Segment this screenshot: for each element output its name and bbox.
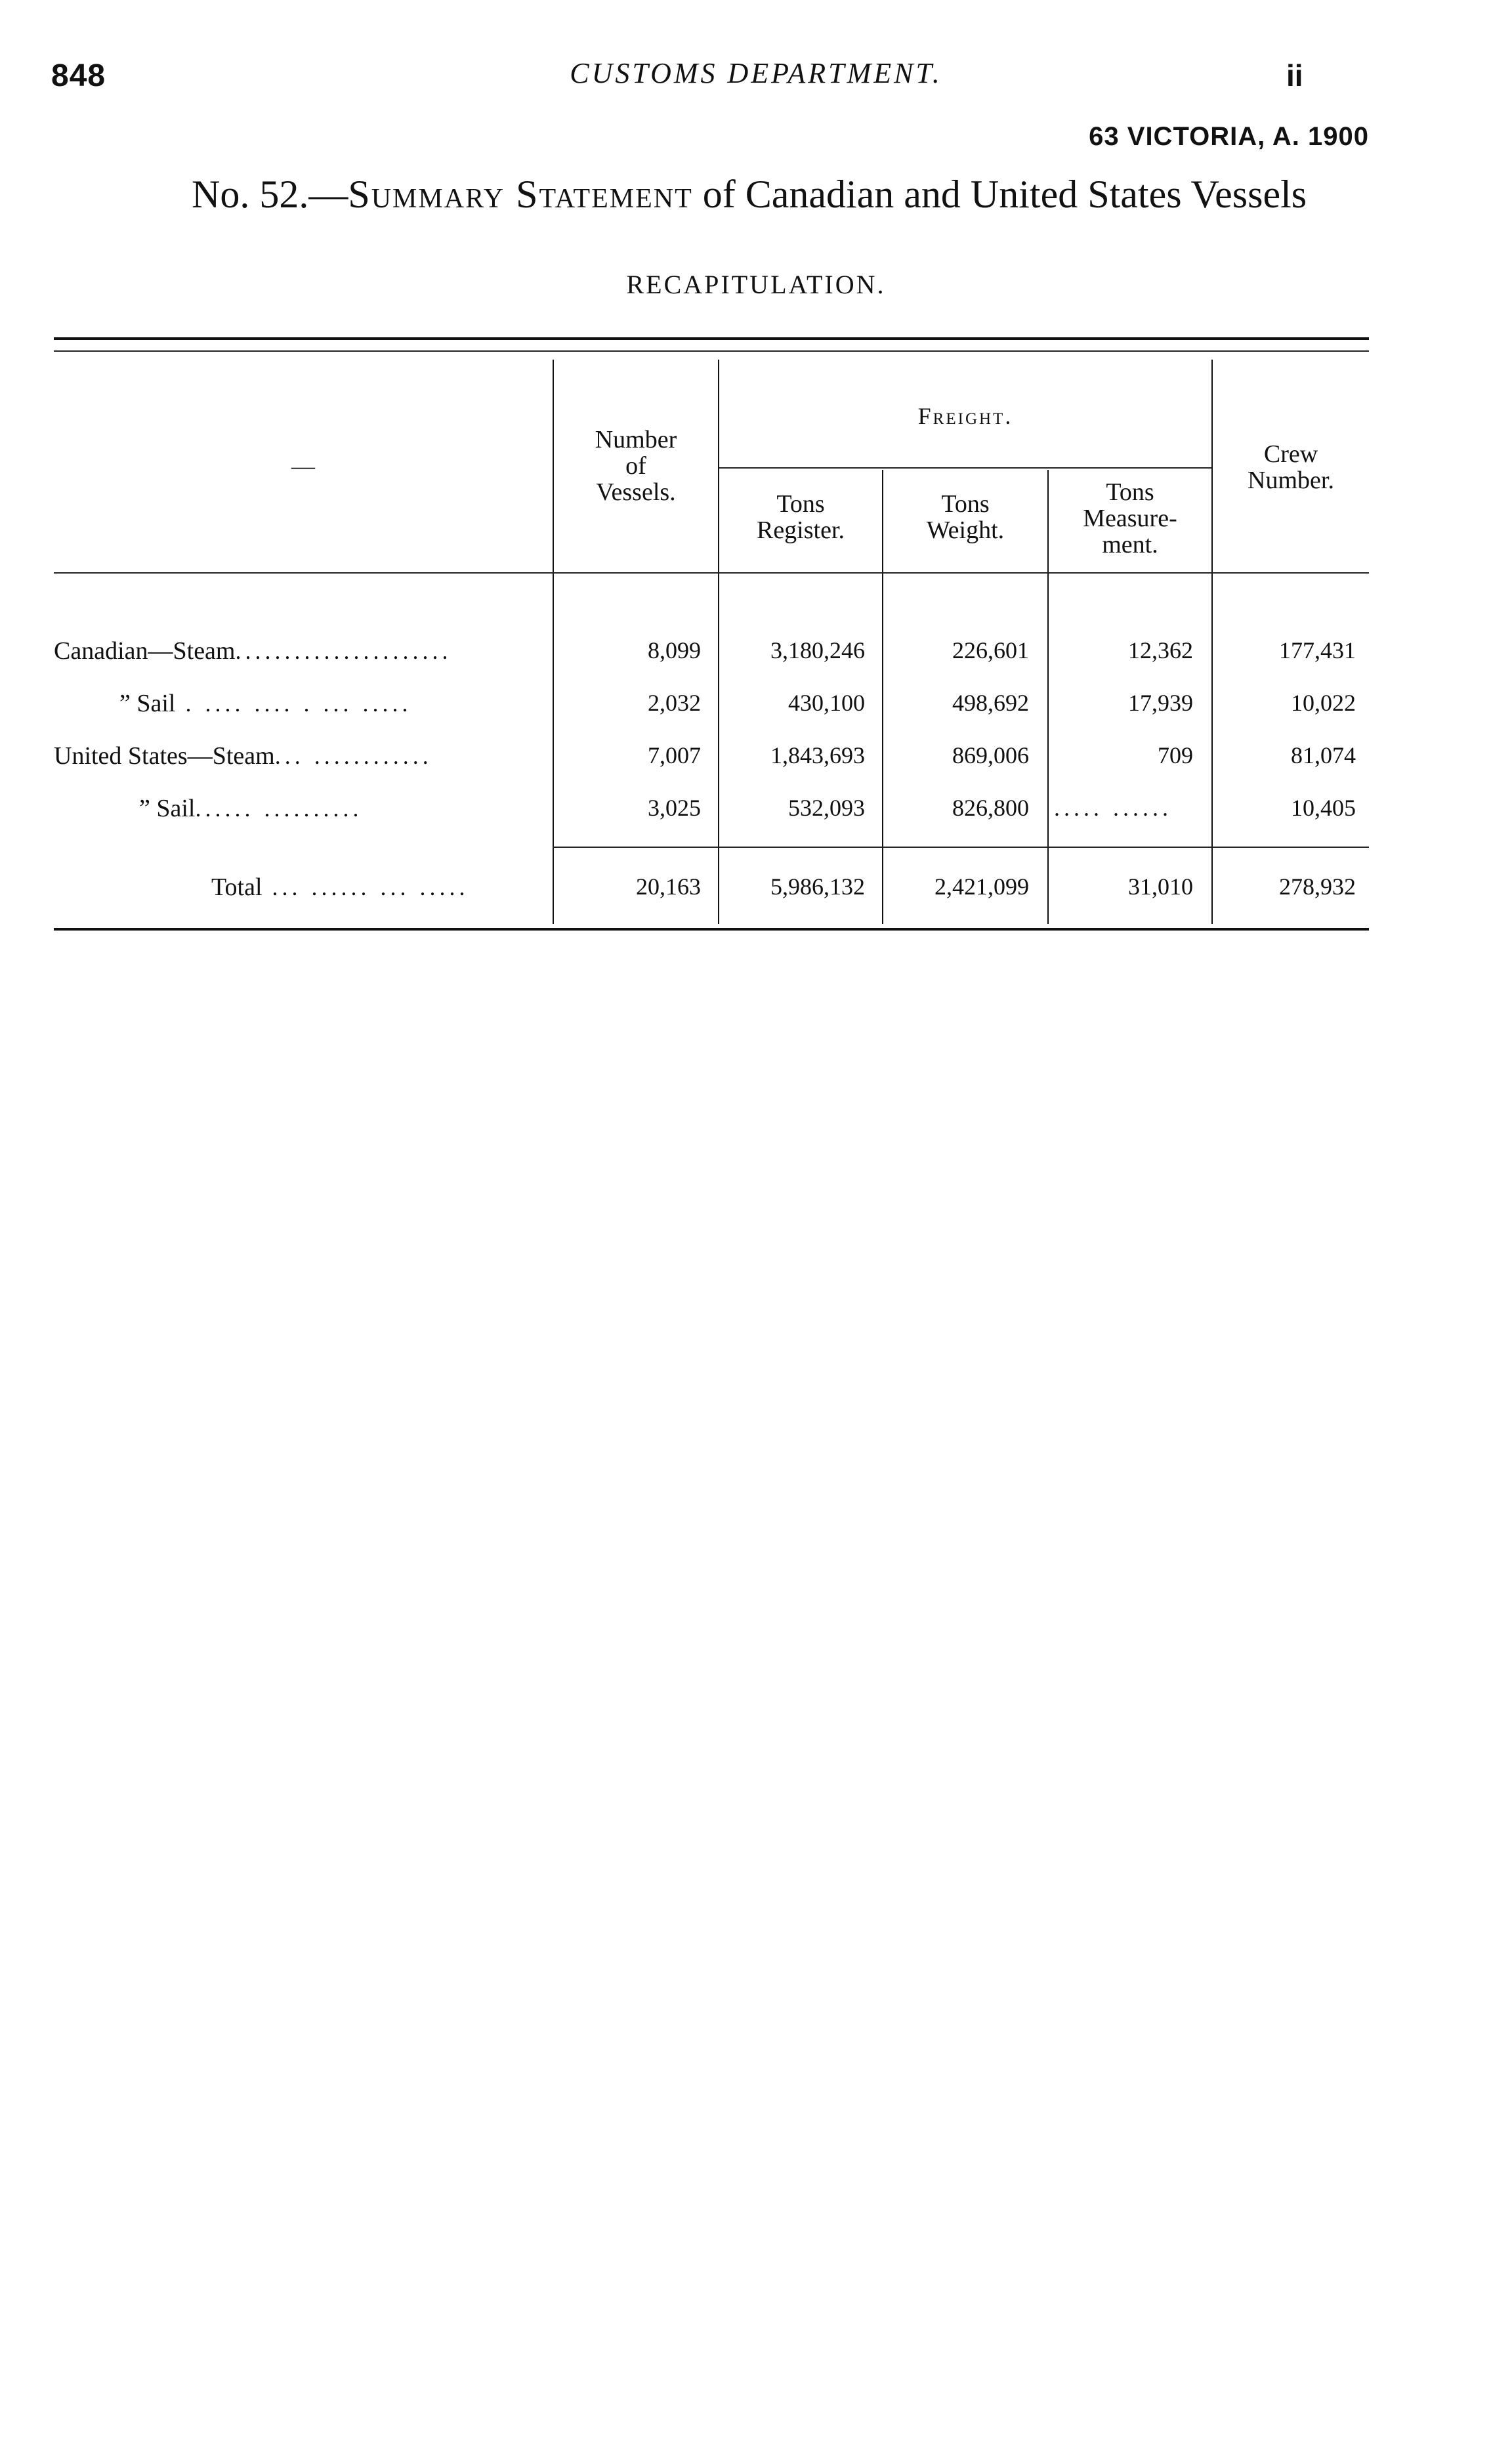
title-small-caps: Summary Statement: [348, 173, 693, 216]
table-top-rule: [54, 337, 1369, 340]
header-freight: Freight.: [917, 403, 1013, 429]
document-title: [192, 172, 1307, 217]
title-rest: of Canadian and United States Vessels: [692, 173, 1307, 216]
header-crew-number: [1213, 441, 1369, 493]
total-vessels: 20,163: [636, 873, 701, 900]
header-register-line2: Register.: [756, 516, 845, 544]
total-rule: [553, 847, 1369, 848]
total-weight: 2,421,099: [934, 873, 1029, 900]
weight-cell: 226,601: [952, 637, 1029, 663]
title-prefix: No. 52.—: [192, 173, 348, 216]
header-measurement-line1: Tons: [1106, 478, 1154, 506]
document-subtitle: RECAPITULATION.: [626, 270, 886, 299]
header-bottom-rule: [54, 572, 1369, 574]
vessels-cell: 3,025: [648, 795, 701, 821]
vessels-cell: 8,099: [648, 637, 701, 663]
header-crew-line1: Crew: [1263, 440, 1318, 468]
running-title: CUSTOMS DEPARTMENT.: [570, 57, 942, 89]
register-cell: 3,180,246: [770, 637, 865, 663]
crew-cell: 81,074: [1291, 742, 1356, 768]
register-cell: 532,093: [788, 795, 865, 821]
header-vessels-line3: Vessels.: [596, 478, 676, 506]
total-register: 5,986,132: [770, 873, 865, 900]
vessels-cell: 7,007: [648, 742, 701, 768]
total-label: Total ... ...... ... .....: [211, 873, 469, 901]
header-measurement-line3: ment.: [1102, 531, 1158, 558]
stub-header: —: [291, 453, 315, 479]
total-measurement: 31,010: [1128, 873, 1193, 900]
header-vessels-line1: Number: [595, 426, 677, 453]
column-rule-vessels: [553, 360, 554, 924]
page-number: 848: [51, 58, 106, 93]
row-label: Canadian—Steam......................: [54, 637, 452, 665]
row-label: United States—Steam... ............: [54, 742, 432, 770]
measurement-leader-dots: ..... ......: [1054, 795, 1172, 821]
header-register-line1: Tons: [776, 490, 825, 518]
table-top-rule-inner: [54, 350, 1369, 352]
weight-cell: 869,006: [952, 742, 1029, 768]
header-crew-line2: Number.: [1248, 467, 1334, 494]
vessels-cell: 2,032: [648, 690, 701, 716]
header-weight-line2: Weight.: [926, 516, 1005, 544]
row-label: ” Sail . .... .... . ... .....: [119, 690, 412, 717]
header-tons-measurement: [1049, 479, 1211, 558]
crew-cell: 10,022: [1291, 690, 1356, 716]
sheet-reference: ii: [1286, 58, 1303, 93]
header-number-of-vessels: [555, 427, 717, 505]
header-measurement-line2: Measure-: [1083, 505, 1177, 532]
session-line: 63 VICTORIA, A. 1900: [1089, 122, 1369, 151]
register-cell: 430,100: [788, 690, 865, 716]
header-tons-register: [719, 491, 882, 543]
register-cell: 1,843,693: [770, 742, 865, 768]
measurement-cell: 709: [1158, 742, 1193, 768]
weight-cell: 826,800: [952, 795, 1029, 821]
crew-cell: 10,405: [1291, 795, 1356, 821]
header-tons-weight: [883, 491, 1047, 543]
measurement-cell: 17,939: [1128, 690, 1193, 716]
measurement-cell: 12,362: [1128, 637, 1193, 663]
header-weight-line1: Tons: [941, 490, 990, 518]
header-vessels-line2: of: [625, 452, 646, 480]
weight-cell: 498,692: [952, 690, 1029, 716]
table-bottom-rule: [54, 928, 1369, 931]
crew-cell: 177,431: [1279, 637, 1356, 663]
total-crew: 278,932: [1279, 873, 1356, 900]
row-label: ” Sail...... ..........: [139, 795, 363, 822]
freight-sub-rule: [719, 467, 1211, 469]
